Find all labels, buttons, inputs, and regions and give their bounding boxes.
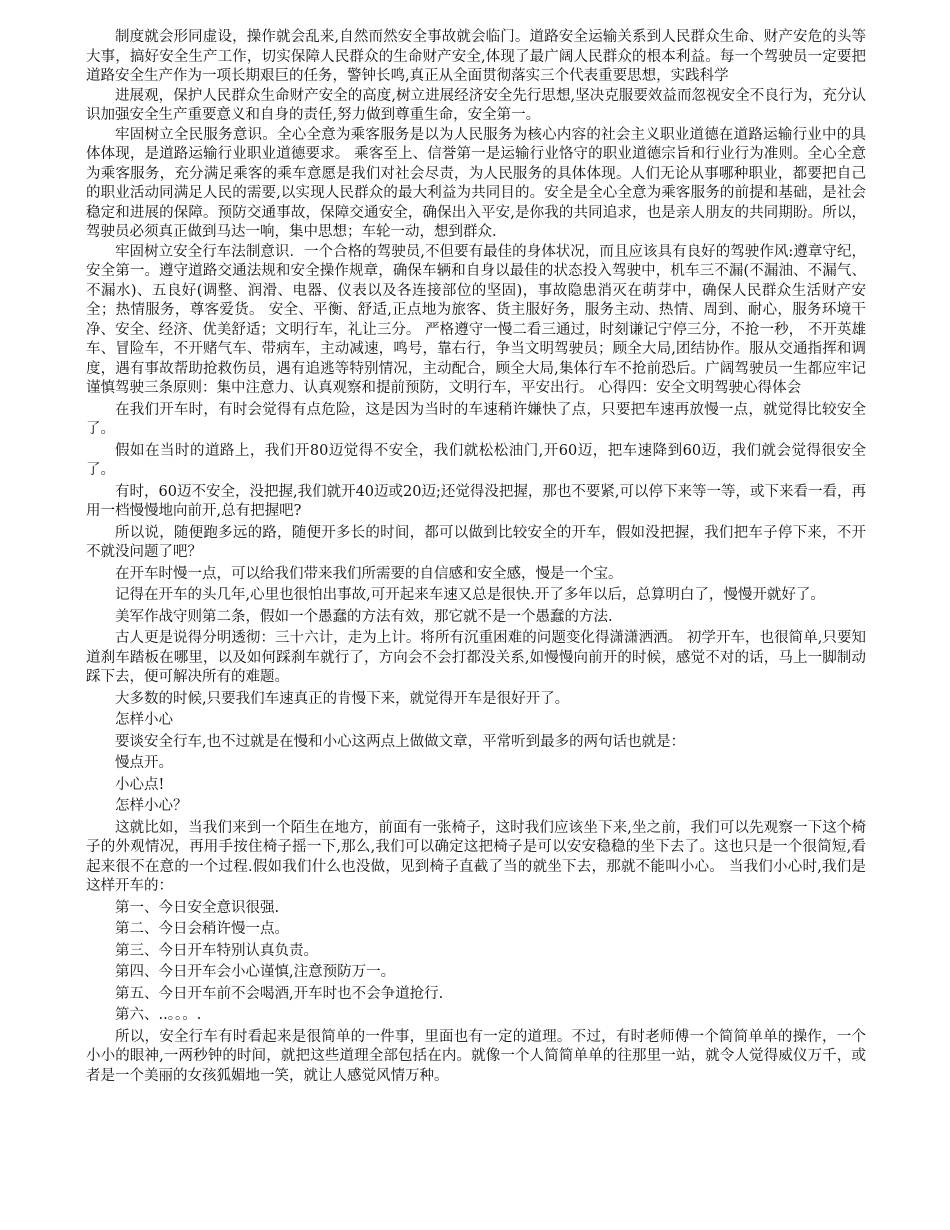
paragraph: 制度就会形同虚设，操作就会乱来,自然而然安全事故就会临门。道路安全运输关系到人民群众生命、财产安危的头等大事，搞好安全生产工作，切实保障人民群众的生命财产安全,体现了最广阔人民群众的根本利益。每一个驾驶员一定要把道路安全生产作为一项长期艰巨的任务，警钟长鸣,真正从全面贯彻落实三个代表重要思想，实践科学 xyxy=(86,29,866,84)
paragraph: 怎样小心？ xyxy=(115,798,188,814)
paragraph: 牢固树立安全行车法制意识．一个合格的驾驶员,不但要有最佳的身体状况，而且应该具有良好的驾驶作风:遵章守纪，安全第一。遵守道路交通法规和安全操作规章，确保车辆和自身以最佳的状态投入驾驶中，机车三不漏(不漏油、不漏气、不漏水)、五良好(调整、润滑、电器、仪表以及各连接部位的坚固)，事故隐患消灭在萌芽中，确保人民群众生活财产安全；热情服务，尊客爱货。 安全、平衡、舒适,正点地为旅客、货主服好务，服务主动、热情、周到、耐心，服务环境干净、安全、经济、优美舒适；文明行车，礼让三分。 严格遵守一慢二看三通过，时刻谦记宁停三分，不抢一秒， 不开英雄车、冒险车，不开赌气车、带病车，主动减速，鸣号，靠右行，争当文明驾驶员；顾全大局,团结协作。服从交通指挥和调度，遇有事故帮助抢救伤员，遇有追逃等特别情况，主动配合，顾全大局,集体行车不抢前恐后。广阔驾驶员一生都应牢记谨慎驾驶三条原则：集中注意力、认真观察和提前预防，文明行车，平安出行。 心得四：安全文明驾驶心得体会 xyxy=(86,243,866,396)
paragraph: 小心点! xyxy=(115,776,165,793)
paragraph: 记得在开车的头几年,心里也很怕出事故,可开起来车速又总是很快.开了多年以后，总算明白了，慢慢开就好了。 xyxy=(115,587,825,603)
list-item: 第一、今日安全意识很强. xyxy=(115,899,280,916)
list-item: 第二、今日会稍许慢一点。 xyxy=(115,921,289,937)
paragraph: 这就比如，当我们来到一个陌生在地方，前面有一张椅子，这时我们应该坐下来,坐之前，我们可以先观察一下这个椅子的外观情况，再用手按住椅子摇一下,那么,我们可以确定这把椅子是可以安安稳稳的坐下去了。这也只是一个很简短,看起来很不在意的一个过程.假如我们什么也没做，见到椅子直截了当的就坐下去，那就不能叫小心。 当我们小心时,我们是这样开车的： xyxy=(86,819,866,894)
paragraph: 有时，60迈不安全，没把握,我们就开40迈或20迈;还觉得没把握，那也不要紧,可以停下来等一等，或下来看一看，再用一档慢慢地向前开,总有把握吧? xyxy=(86,483,866,519)
paragraph: 在开车时慢一点，可以给我们带来我们所需要的自信感和安全感，慢是一个宝。 xyxy=(115,565,623,582)
paragraph: 所以，安全行车有时看起来是很简单的一件事，里面也有一定的道理。不过，有时老师傅一个简简单单的操作，一个小小的眼神,一两秒钟的时间，就把这些道理全部包括在内。就像一个人简简单单的往那里一站，就令人觉得威仪万千，或者是一个美丽的女孩狐媚地一笑，就让人感觉风情万种。 xyxy=(86,1028,866,1084)
paragraph: 牢固树立全民服务意识。全心全意为乘客服务是以为人民服务为核心内容的社会主义职业道德在道路运输行业中的具体体现，是道路运输行业职业道德要求。 乘客至上、信誉第一是运输行业恪守的职业道德宗旨和行业行为准则。全心全意为乘客服务，充分满足乘客的乘车意愿是我们对社会尽责，为人民服务的具体体现。人们无论从事哪种职业，都要把自己的职业活动同满足人民的需要,以实现人民群众的最大利益为共同目的。安全是全心全意为乘客服务的前提和基础，是社会稳定和进展的保障。预防交通事故，保障交通安全，确保出入平安,是你我的共同追求，也是亲人朋友的共同期盼。所以，驾驶员必须真正做到马达一响，集中思想；车轮一动，想到群众. xyxy=(86,126,866,240)
list-item: 第六、..。。。. xyxy=(115,1007,202,1023)
paragraph: 大多数的时候,只要我们车速真正的肯慢下来，就觉得开车是很好开了。 xyxy=(115,690,570,707)
paragraph: 进展观，保护人民群众生命财产安全的高度,树立进展经济安全先行思想,坚决克服要效益而忽视安全不良行为，充分认识加强安全生产重要意义和自身的责任,努力做到尊重生命，安全第一。 xyxy=(86,87,866,123)
paragraph: 在我们开车时，有时会觉得有点危险，这是因为当时的车速稍许嫌快了点，只要把车速再放慢一点，就觉得比较安全了。 xyxy=(86,401,866,437)
paragraph: 美军作战守则第二条，假如一个愚蠢的方法有效，那它就不是一个愚蠢的方法. xyxy=(115,608,613,625)
paragraph: 要谈安全行车,也不过就是在慢和小心这两点上做做文章，平常听到最多的两句话也就是： xyxy=(115,733,686,750)
list-item: 第五、今日开车前不会喝酒,开车时也不会争道抢行. xyxy=(115,985,444,1002)
paragraph: 所以说，随便跑多远的路，随便开多长的时间，都可以做到比较安全的开车，假如没把握，我们把车子停下来，不开不就没问题了吧？ xyxy=(86,524,866,560)
paragraph: 假如在当时的道路上，我们开80迈觉得不安全，我们就松松油门,开60迈，把车速降到60迈，我们就会觉得很安全了。 xyxy=(86,442,866,478)
list-item: 第三、今日开车特别认真负责。 xyxy=(115,942,318,959)
section-heading: 怎样小心 xyxy=(115,712,173,728)
paragraph: 慢点开。 xyxy=(115,755,173,771)
paragraph: 古人更是说得分明透彻：三十六计，走为上计。将所有沉重困难的问题变化得潇潇洒洒。 初学开车，也很简单,只要知道刹车踏板在哪里，以及如何踩刹车就行了，方向会不会打都没关系,如慢慢向前开的时候，感觉不对的话，马上一脚制动踩下去，便可解决所有的难题。 xyxy=(86,630,866,685)
list-item: 第四、今日开车会小心谨慎,注意预防万一。 xyxy=(115,964,396,980)
